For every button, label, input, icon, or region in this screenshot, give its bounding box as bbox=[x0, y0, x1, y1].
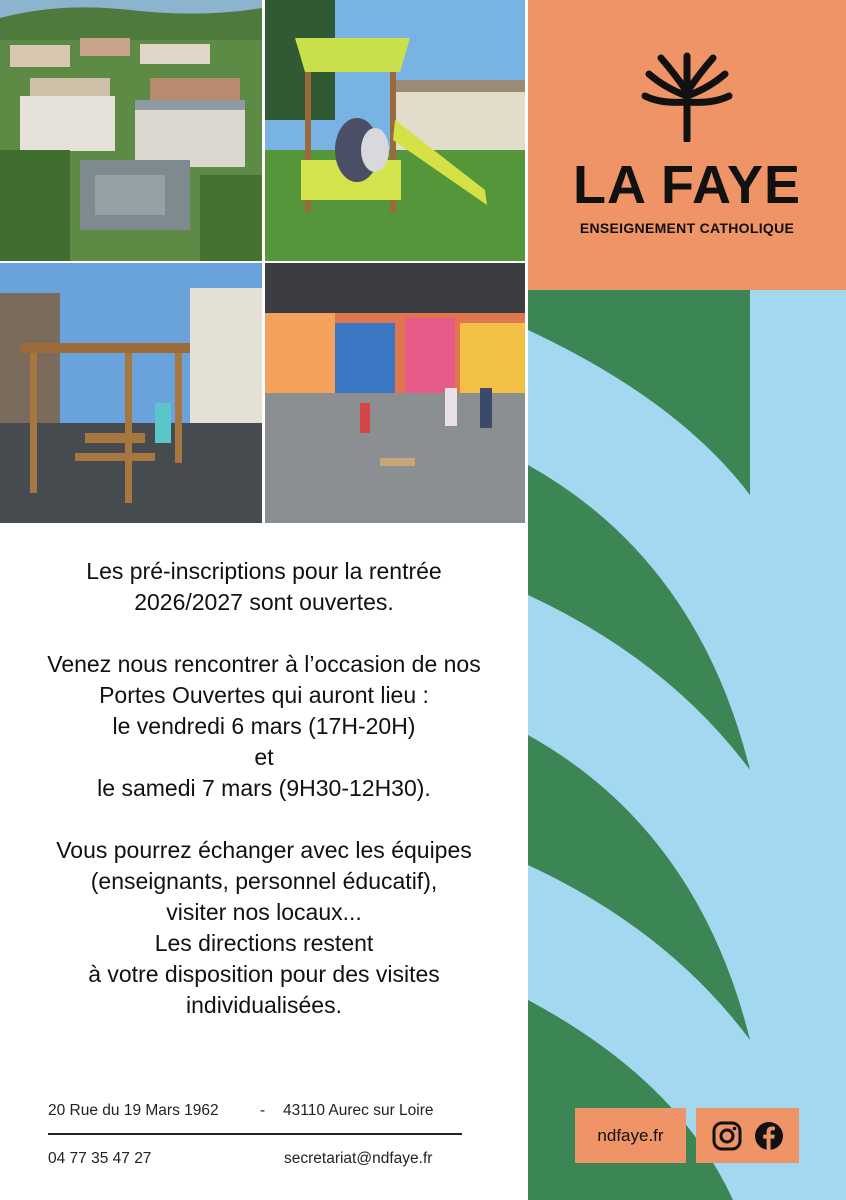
intro-line: Les pré-inscriptions pour la rentrée bbox=[86, 558, 442, 584]
address-separator: - bbox=[260, 1102, 266, 1119]
covered-mural-playground-photo bbox=[265, 263, 525, 523]
detail-line: (enseignants, personnel éducatif), bbox=[90, 868, 438, 894]
open-day-date: le samedi 7 mars (9H30-12H30). bbox=[97, 775, 431, 801]
logo-subtitle: ENSEIGNEMENT CATHOLIQUE bbox=[579, 220, 795, 236]
detail-line: à votre disposition pour des visites bbox=[88, 961, 440, 987]
address-city: 43110 Aurec sur Loire bbox=[283, 1102, 434, 1119]
logo-block bbox=[528, 0, 846, 290]
logo-name: LA FAYE bbox=[572, 155, 802, 215]
aerial-town-photo bbox=[0, 0, 262, 261]
facebook-icon[interactable] bbox=[753, 1120, 785, 1152]
detail-line: individualisées. bbox=[186, 992, 342, 1018]
playground-slide-photo bbox=[265, 0, 525, 261]
invite-line: Portes Ouvertes qui auront lieu : bbox=[99, 682, 429, 708]
footer-divider bbox=[48, 1133, 462, 1135]
detail-line: Les directions restent bbox=[154, 930, 374, 956]
open-day-date: le vendredi 6 mars (17H-20H) bbox=[112, 713, 416, 739]
website-link[interactable]: ndfaye.fr bbox=[575, 1108, 686, 1163]
decorative-waves bbox=[528, 290, 846, 1200]
email-address[interactable]: secretariat@ndfaye.fr bbox=[284, 1150, 433, 1167]
palm-leaf-icon bbox=[639, 52, 735, 142]
address-street: 20 Rue du 19 Mars 1962 bbox=[48, 1102, 219, 1119]
detail-line: visiter nos locaux... bbox=[166, 899, 362, 925]
detail-line: Vous pourrez échanger avec les équipes bbox=[56, 837, 472, 863]
pergola-courtyard-photo bbox=[0, 263, 262, 523]
invite-line: Venez nous rencontrer à l’occasion de nos bbox=[47, 651, 481, 677]
instagram-icon[interactable] bbox=[711, 1120, 743, 1152]
side-panel bbox=[528, 0, 846, 1200]
intro-line: 2026/2027 sont ouvertes. bbox=[134, 589, 394, 615]
phone-number: 04 77 35 47 27 bbox=[48, 1150, 152, 1167]
conjunction: et bbox=[254, 744, 274, 770]
announcement-text bbox=[0, 556, 528, 1021]
social-links bbox=[696, 1108, 799, 1163]
